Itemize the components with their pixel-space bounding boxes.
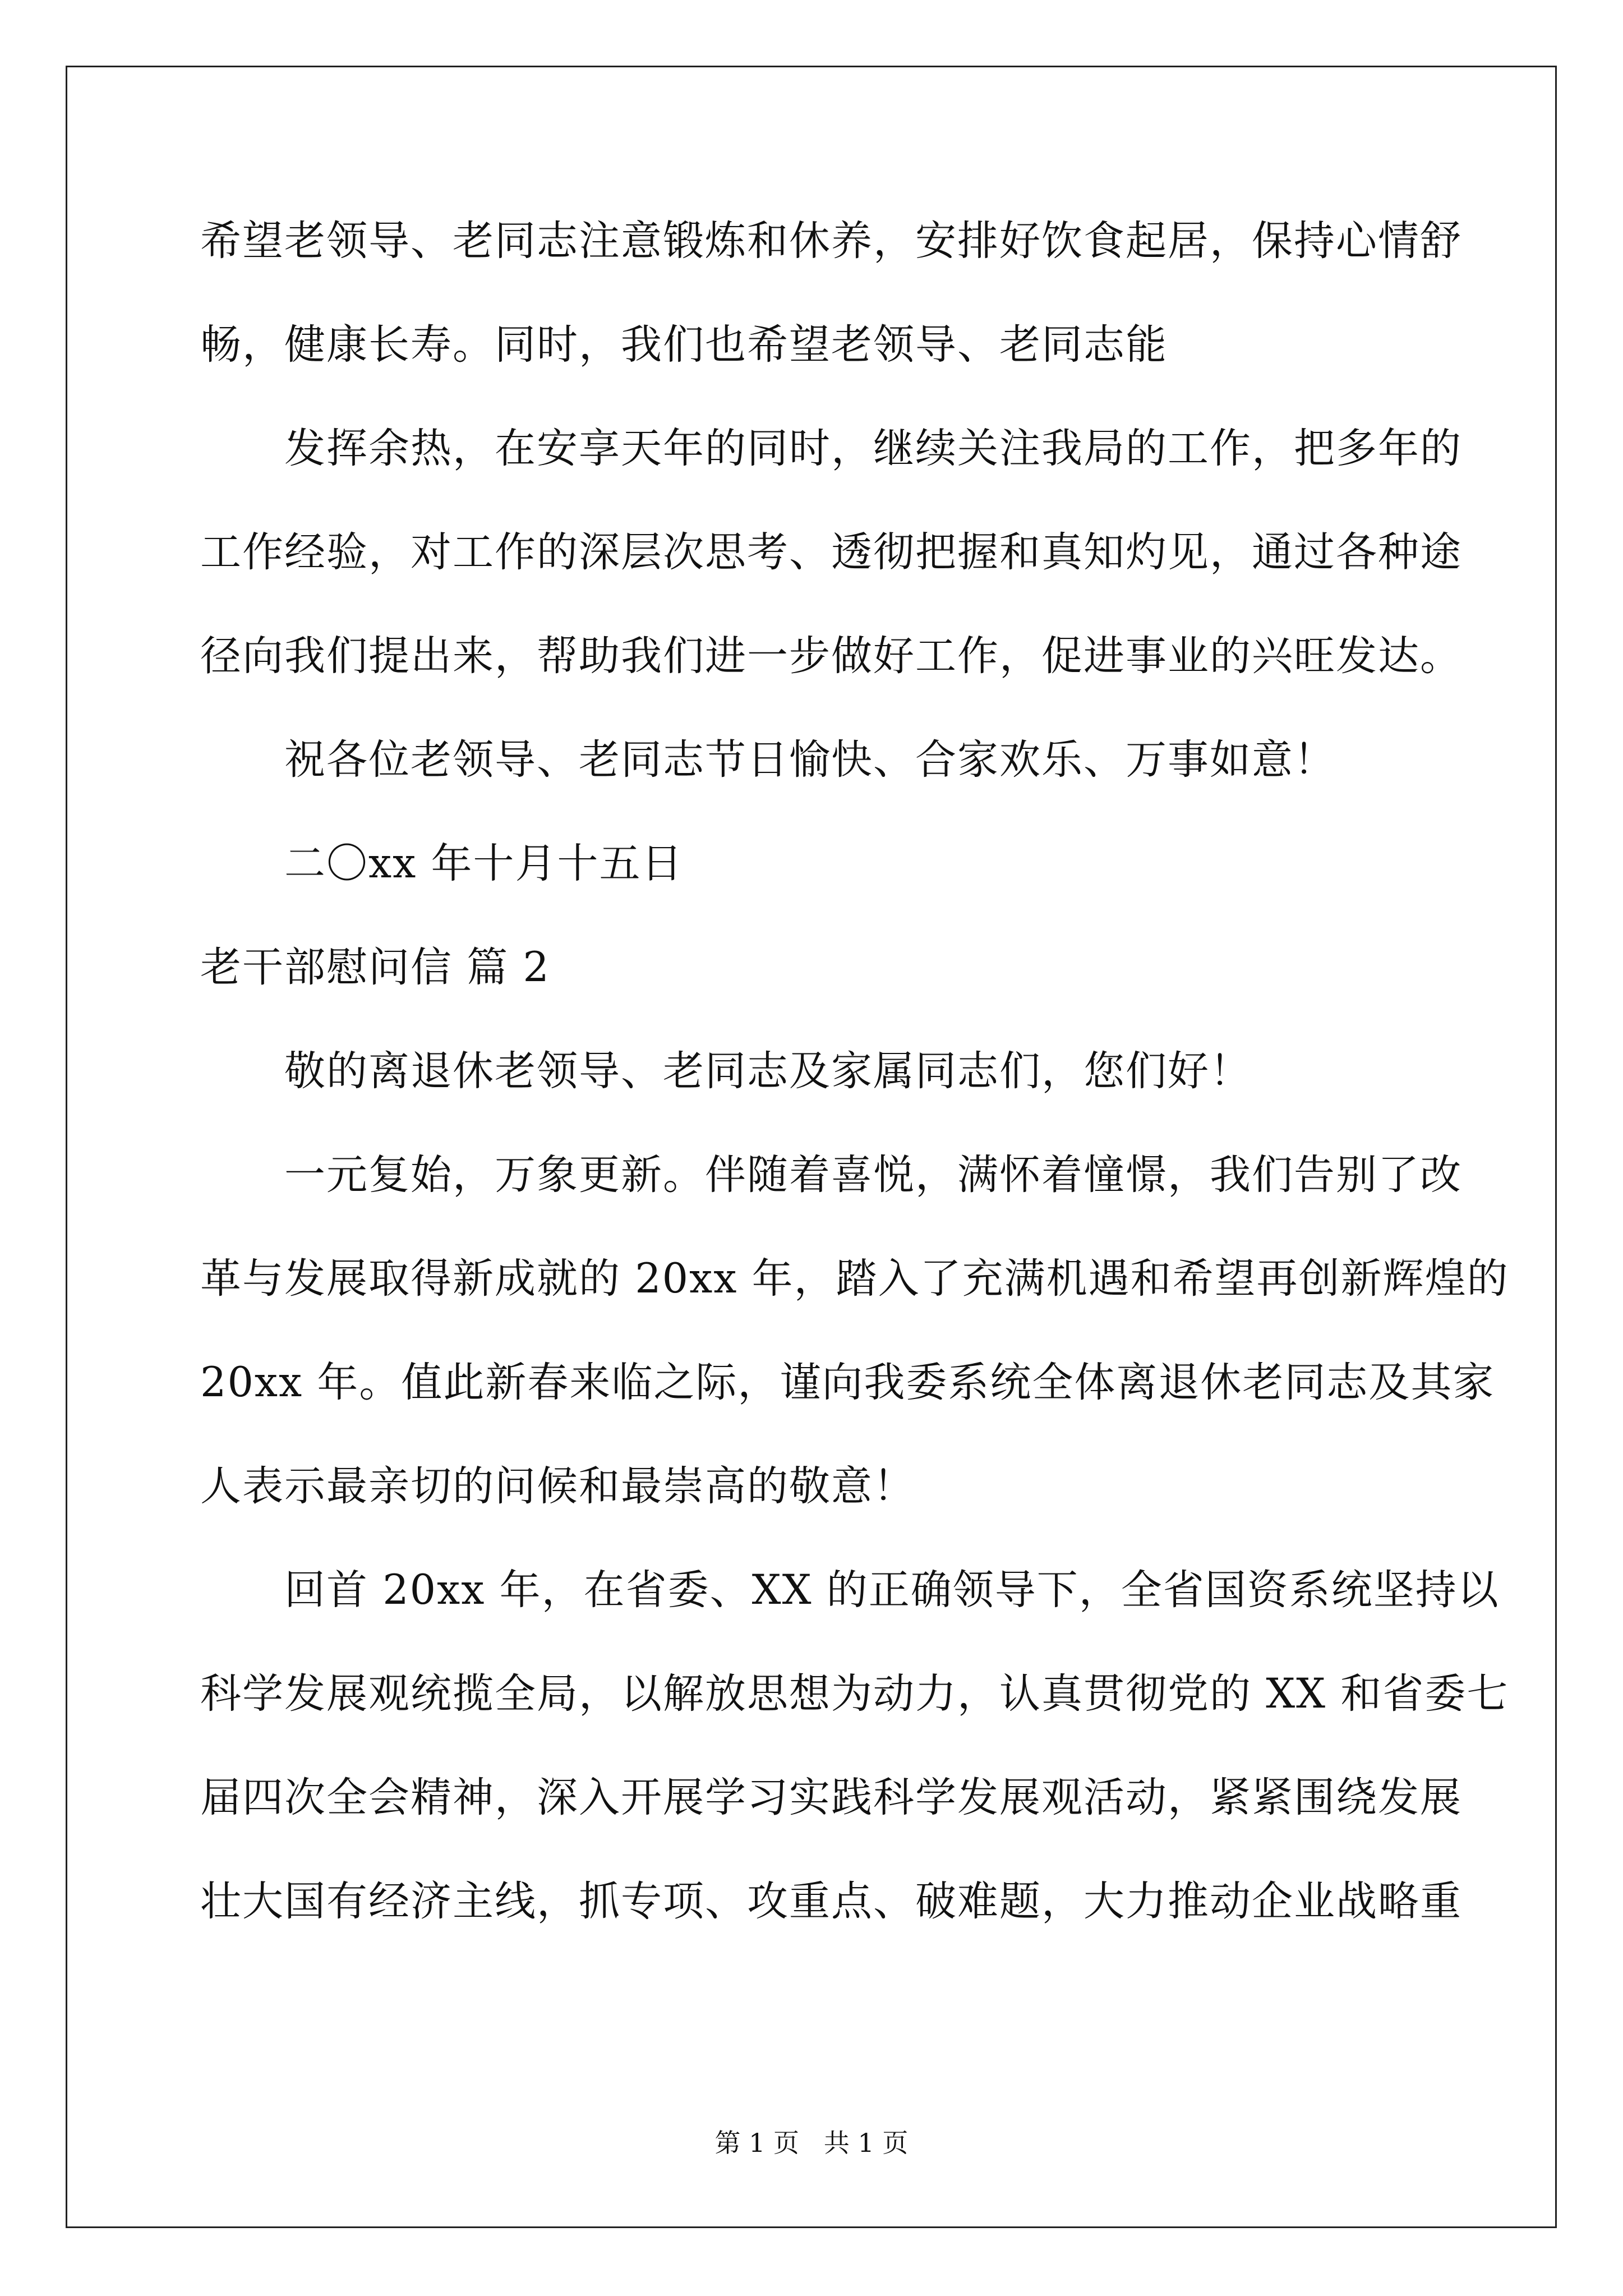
text-line-15: 科学发展观统揽全局，以解放思想为动力，认真贯彻党的 XX 和省委七 (200, 1670, 1509, 1718)
section-heading: 老干部慰问信 篇 2 (200, 944, 550, 991)
text-line-17: 壮大国有经济主线，抓专项、攻重点、破难题，大力推动企业战略重 (200, 1878, 1462, 1925)
text-line-13: 人表示最亲切的问候和最崇高的敬意！ (200, 1462, 915, 1510)
text-line-1: 希望老领导、老同志注意锻炼和休养，安排好饮食起居，保持心情舒 (200, 217, 1462, 265)
text-line-6: 祝各位老领导、老同志节日愉快、合家欢乐、万事如意！ (284, 736, 1336, 784)
page-footer: 第 1 页 共 1 页 (714, 2128, 909, 2158)
text-line-16: 届四次全会精神，深入开展学习实践科学发展观活动，紧紧围绕发展 (200, 1774, 1462, 1821)
date-line: 二〇xx 年十月十五日 (284, 840, 684, 887)
text-line-5: 径向我们提出来，帮助我们进一步做好工作，促进事业的兴旺发达。 (200, 632, 1462, 680)
salutation-line: 敬的离退休老领导、老同志及家属同志们，您们好！ (284, 1047, 1252, 1095)
text-line-12: 20xx 年。值此新春来临之际，谨向我委系统全体离退休老同志及其家 (200, 1359, 1495, 1406)
text-line-2: 畅，健康长寿。同时，我们也希望老领导、老同志能 (200, 321, 1168, 369)
text-line-4: 工作经验，对工作的深层次思考、透彻把握和真知灼见，通过各种途 (200, 528, 1462, 576)
text-line-3: 发挥余热，在安享天年的同时，继续关注我局的工作，把多年的 (284, 425, 1462, 472)
text-line-14: 回首 20xx 年，在省委、XX 的正确领导下，全省国资系统坚持以 (284, 1566, 1500, 1614)
text-line-10: 一元复始，万象更新。伴随着喜悦，满怀着憧憬，我们告别了改 (284, 1151, 1462, 1199)
text-line-11: 革与发展取得新成就的 20xx 年，踏入了充满机遇和希望再创新辉煌的 (200, 1255, 1509, 1303)
